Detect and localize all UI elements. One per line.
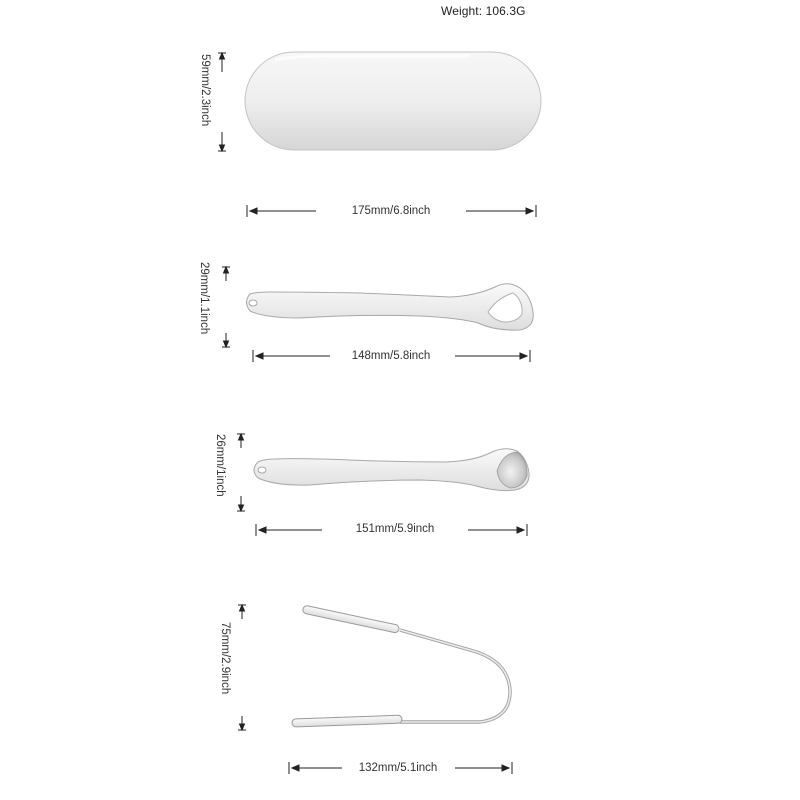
case-height-dimension: [218, 53, 226, 151]
case-height-label: 59mm/2.3inch: [199, 54, 211, 127]
case-length-label: 175mm/6.8inch: [351, 205, 431, 217]
loop-scraper-height-dimension: [222, 267, 230, 347]
spoon-scraper-height-label: 26mm/1inch: [214, 434, 226, 497]
case-image: [245, 52, 541, 150]
spoon-scraper-height-dimension: [237, 434, 245, 511]
loop-scraper-image: [247, 284, 534, 330]
u-scraper-height-dimension: [238, 605, 246, 730]
loop-scraper-height-label: 29mm/1.1inch: [198, 262, 210, 335]
spoon-scraper-image: [254, 449, 529, 491]
u-scraper-image: [292, 605, 510, 727]
u-scraper-height-label: 75mm/2.9inch: [219, 622, 231, 695]
spoon-scraper-length-label: 151mm/5.9inch: [355, 523, 435, 535]
weight-label: Weight: 106.3G: [441, 4, 526, 18]
loop-scraper-length-label: 148mm/5.8inch: [351, 350, 431, 362]
u-scraper-length-label: 132mm/5.1inch: [358, 762, 438, 774]
